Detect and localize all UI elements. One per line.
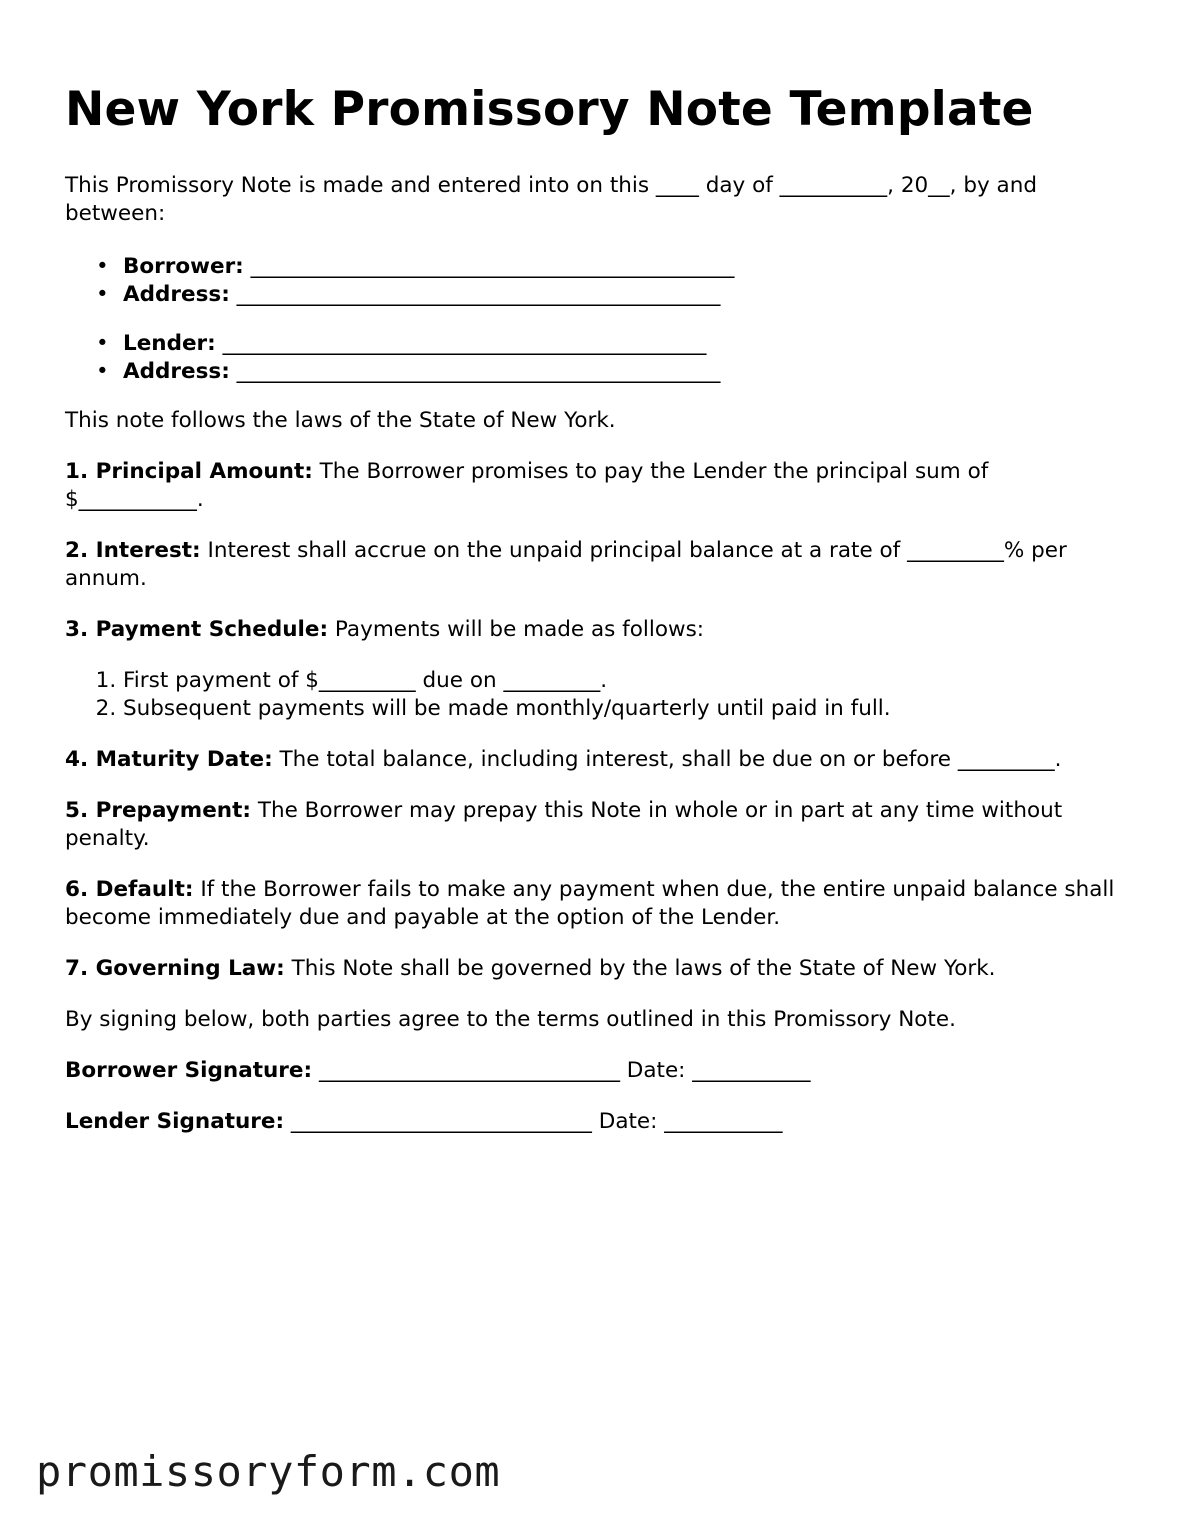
lender-name-blank[interactable]: _____________________________________________: [222, 331, 707, 356]
lender-address-blank[interactable]: _____________________________________________: [236, 359, 721, 384]
schedule-item-first: 1. First payment of $_________ due on _________.: [123, 667, 1125, 695]
borrower-name-blank[interactable]: _____________________________________________: [250, 254, 735, 279]
borrower-date-label: Date:: [626, 1058, 686, 1083]
lender-signature-blank[interactable]: ____________________________: [290, 1109, 592, 1134]
schedule-item-subsequent: 2. Subsequent payments will be made monthly/quarterly until paid in full.: [123, 695, 1125, 723]
section-principal: [65, 458, 1125, 514]
agreement-statement: By signing below, both parties agree to the terms outlined in this Promissory Note.: [65, 1007, 956, 1032]
section-interest-heading: 2. Interest:: [65, 538, 201, 563]
section-maturity: [65, 746, 1125, 774]
section-maturity-text: The total balance, including interest, shall be due on or before _________.: [279, 747, 1062, 772]
section-prepayment-heading: 5. Prepayment:: [65, 798, 251, 823]
site-watermark: promissoryform.com: [36, 1447, 501, 1496]
section-governing-law: [65, 955, 1125, 983]
section-default-heading: 6. Default:: [65, 877, 194, 902]
section-principal-text: The Borrower promises to pay the Lender the principal sum of $___________.: [65, 459, 989, 512]
lender-date-label: Date:: [598, 1109, 658, 1134]
section-schedule-text: Payments will be made as follows:: [334, 617, 705, 642]
intro-paragraph: This Promissory Note is made and entered into on this ____ day of __________, 20__, by and between:: [65, 173, 1038, 226]
borrower-date-blank[interactable]: ___________: [692, 1058, 811, 1083]
document-title: New York Promissory Note Template: [65, 82, 1034, 137]
section-schedule-heading: 3. Payment Schedule:: [65, 617, 329, 642]
payment-schedule-list: [65, 667, 1125, 723]
section-interest-text: Interest shall accrue on the unpaid principal balance at a rate of _________% per annum.: [65, 538, 1067, 591]
borrower-name-item: [123, 253, 1125, 281]
section-governing-law-heading: 7. Governing Law:: [65, 956, 285, 981]
borrower-address-label: Address:: [123, 282, 230, 307]
borrower-signature-blank[interactable]: ____________________________: [318, 1058, 620, 1083]
section-schedule: [65, 616, 1125, 644]
lender-list: [65, 330, 1125, 386]
section-maturity-heading: 4. Maturity Date:: [65, 747, 273, 772]
lender-address-label: Address:: [123, 359, 230, 384]
borrower-signature-label: Borrower Signature:: [65, 1058, 313, 1083]
lender-signature-label: Lender Signature:: [65, 1109, 285, 1134]
lender-signature-line: [65, 1108, 1125, 1136]
section-prepayment: [65, 797, 1125, 853]
document-page: [65, 78, 1125, 1159]
borrower-signature-line: [65, 1057, 1125, 1085]
borrower-address-item: [123, 281, 1125, 309]
borrower-address-blank[interactable]: _____________________________________________: [236, 282, 721, 307]
borrower-name-label: Borrower:: [123, 254, 244, 279]
lender-address-item: [123, 358, 1125, 386]
section-prepayment-text: The Borrower may prepay this Note in whole or in part at any time without penalty.: [65, 798, 1063, 851]
lender-name-item: [123, 330, 1125, 358]
lender-date-blank[interactable]: ___________: [664, 1109, 783, 1134]
law-statement: This note follows the laws of the State of New York.: [65, 408, 616, 433]
lender-name-label: Lender:: [123, 331, 216, 356]
section-governing-law-text: This Note shall be governed by the laws of the State of New York.: [291, 956, 996, 981]
borrower-list: [65, 253, 1125, 309]
section-interest: [65, 537, 1125, 593]
section-default: [65, 876, 1125, 932]
section-principal-heading: 1. Principal Amount:: [65, 459, 313, 484]
section-default-text: If the Borrower fails to make any payment when due, the entire unpaid balance shall become immediately due and payable at the option of the Lender.: [65, 877, 1115, 930]
